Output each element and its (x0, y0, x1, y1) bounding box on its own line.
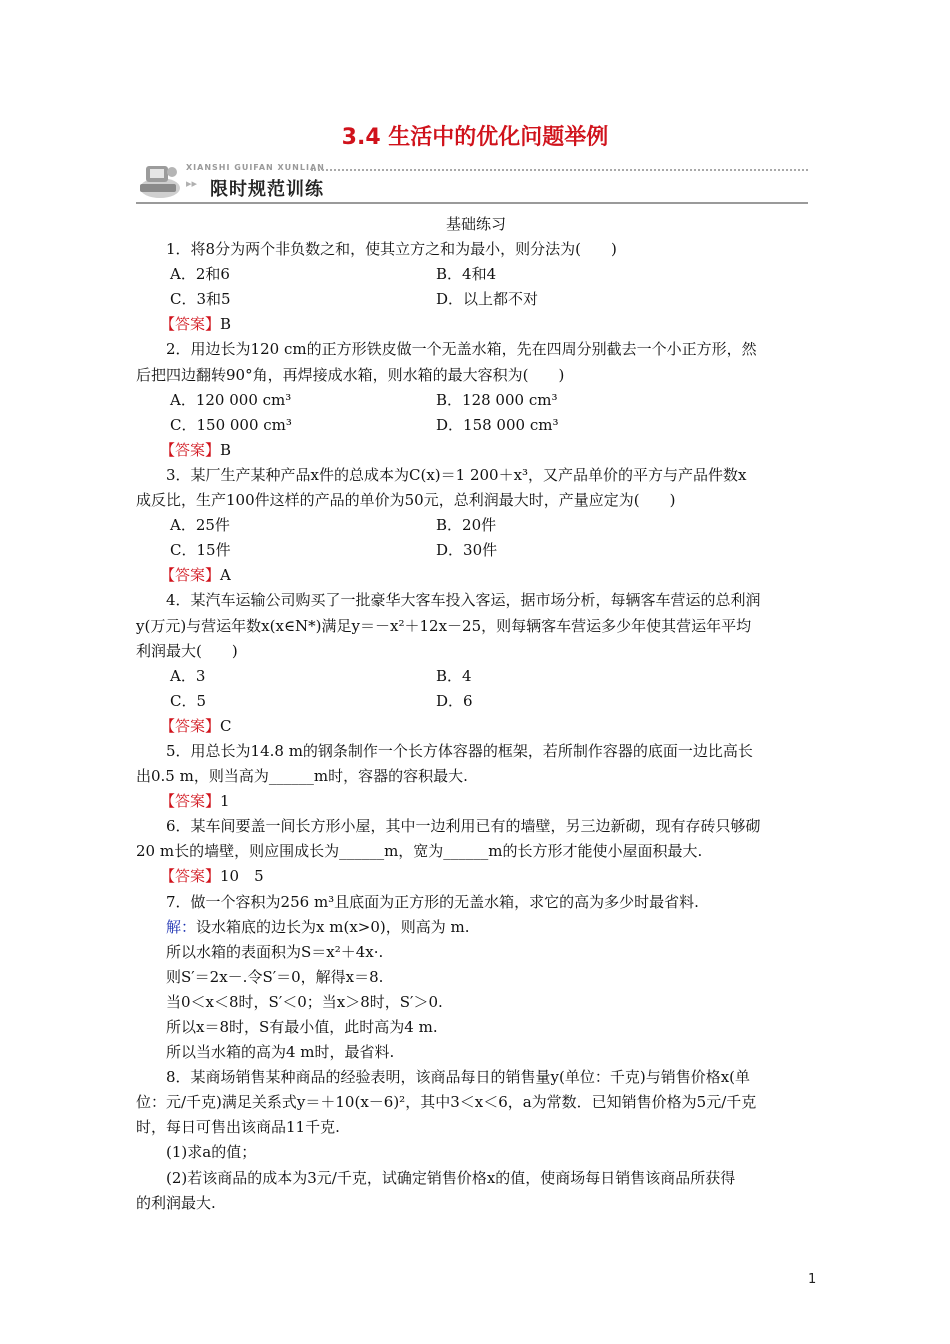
question-3-answer (136, 563, 816, 588)
solution-line-5: 所以x＝8时，S有最小值，此时高为4 m. (166, 1018, 438, 1036)
answer-tag: 【答案】 (160, 440, 221, 459)
question-5-stem-line-1: 5．用总长为14.8 m的钢条制作一个长方体容器的框架，若所制作容器的底面一边比高长 (166, 741, 753, 760)
answer-value: 10 5 (220, 867, 264, 886)
question-5-stem-line-2: 出0.5 m，则当高为______m时，容器的容积最大. (136, 767, 468, 786)
question-2-options-row-2 (136, 413, 816, 438)
banner-rule (136, 202, 808, 204)
question-6-stem-line-2: 20 m长的墙壁，则应围成长为______m，宽为______m的长方形才能使小屋面积最大. (136, 842, 703, 861)
answer-value: C (220, 716, 232, 735)
dotted-divider (311, 169, 808, 171)
question-5-answer (136, 789, 816, 814)
question-1-options-row-2 (136, 287, 816, 312)
option-c: C．3和5 (170, 290, 231, 309)
question-4-options-row-1 (136, 664, 816, 689)
solution-line-6: 所以当水箱的高为4 m时，最省料. (166, 1043, 395, 1062)
question-3-options-row-1 (136, 513, 816, 538)
question-1-answer (136, 312, 816, 337)
question-6-stem-line-1: 6．某车间要盖一间长方形小屋，其中一边利用已有的墙壁，另三边新砌，现有存砖只够砌 (166, 817, 761, 836)
option-c: C．5 (170, 691, 207, 710)
question-1-options-row-1 (136, 262, 816, 287)
question-4-answer (136, 714, 816, 739)
question-8-part-2-line-1: (2)若该商品的成本为3元/千克，试确定销售价格x的值，使商场每日销售该商品所获得 (166, 1168, 736, 1187)
page-title: 3.4 生活中的优化问题举例 (341, 125, 609, 150)
decorative-logo-icon (136, 158, 182, 202)
option-c: C．150 000 cm³ (170, 415, 292, 434)
answer-value: A (220, 566, 231, 585)
option-b: B．128 000 cm³ (436, 390, 558, 409)
question-2-stem-line-1: 2．用边长为120 cm的正方形铁皮做一个无盖水箱，先在四周分别截去一个小正方形，然 (166, 340, 757, 359)
question-3-stem-line-1: 3．某厂生产某种产品x件的总成本为C(x)＝1 200＋x³，又产品单价的平方与产品件数x (166, 465, 747, 484)
option-a: A．120 000 cm³ (170, 390, 292, 409)
page-number: 1 (808, 1272, 817, 1287)
question-8-stem-line-1: 8．某商场销售某种商品的经验表明，该商品每日的销售量y(单位：千克)与销售价格x(单 (166, 1068, 751, 1087)
option-b: B．4 (436, 666, 472, 685)
option-d: D．158 000 cm³ (436, 415, 559, 434)
section-heading: 基础练习 (445, 215, 506, 233)
section-banner (136, 158, 808, 208)
question-4-options-row-2 (136, 689, 816, 714)
question-2-options-row-1 (136, 388, 816, 413)
question-4-stem-line-1: 4．某汽车运输公司购买了一批豪华大客车投入客运，据市场分析，每辆客车营运的总利润 (166, 591, 761, 610)
arrow-icon: ▸▸ (186, 177, 198, 190)
answer-tag: 【答案】 (160, 867, 221, 886)
question-6-answer (136, 864, 816, 889)
option-a: A．2和6 (170, 265, 230, 284)
option-a: A．3 (170, 666, 206, 685)
question-8-stem-line-2: 位：元/千克)满足关系式y＝＋10(x－6)²，其中3＜x＜6，a为常数．已知销售价格为5元/千克 (136, 1093, 757, 1112)
answer-tag: 【答案】 (160, 566, 221, 585)
option-d: D．6 (436, 691, 473, 710)
question-4-stem-line-3: 利润最大( ) (136, 641, 238, 660)
answer-tag: 【答案】 (160, 315, 221, 334)
banner-label: 限时规范训练 (210, 179, 324, 200)
question-8-stem-line-3: 时，每日可售出该商品11千克. (136, 1118, 340, 1137)
answer-value: 1 (220, 792, 230, 811)
answer-value: B (220, 440, 232, 459)
option-b: B．20件 (436, 516, 497, 535)
solution-line-3: 则S′＝2x－.令S′＝0，解得x＝8. (166, 967, 384, 986)
question-8-part-1: (1)求a的值； (166, 1143, 257, 1162)
option-a: A．25件 (170, 516, 230, 535)
solution-line-2: 所以水箱的表面积为S＝x²＋4x·. (166, 942, 384, 961)
question-3-options-row-2 (136, 538, 816, 563)
banner-pinyin: XIANSHI GUIFAN XUNLIAN (186, 163, 325, 172)
question-3-stem-line-2: 成反比，生产100件这样的产品的单价为50元，总利润最大时，产量应定为( ) (136, 491, 676, 510)
solution-tag: 解： (166, 917, 197, 936)
answer-value: B (220, 315, 232, 334)
question-2-answer (136, 438, 816, 463)
question-7-stem: 7．做一个容积为256 m³且底面为正方形的无盖水箱，求它的高为多少时最省料. (166, 892, 699, 911)
solution-line-4: 当0＜x＜8时，S′＜0；当x＞8时，S′＞0. (166, 992, 443, 1011)
solution-line-1 (136, 915, 816, 940)
solution-text: 设水箱底的边长为x m(x>0)，则高为 m. (196, 917, 470, 936)
answer-tag: 【答案】 (160, 716, 221, 735)
question-4-stem-line-2: y(万元)与营运年数x(x∈N*)满足y＝－x²＋12x－25，则每辆客车营运多少年使其营运年平均 (136, 616, 752, 635)
exercise-content (136, 212, 816, 1216)
question-1-stem: 1．将8分为两个非负数之和，使其立方之和为最小，则分法为( ) (166, 240, 617, 259)
question-2-stem-line-2: 后把四边翻转90°角，再焊接成水箱，则水箱的最大容积为( ) (136, 365, 565, 384)
answer-tag: 【答案】 (160, 792, 221, 811)
option-b: B．4和4 (436, 265, 497, 284)
question-8-part-2-line-2: 的利润最大. (136, 1193, 216, 1212)
option-d: D．以上都不对 (436, 290, 539, 309)
option-c: C．15件 (170, 541, 231, 560)
option-d: D．30件 (436, 541, 498, 560)
